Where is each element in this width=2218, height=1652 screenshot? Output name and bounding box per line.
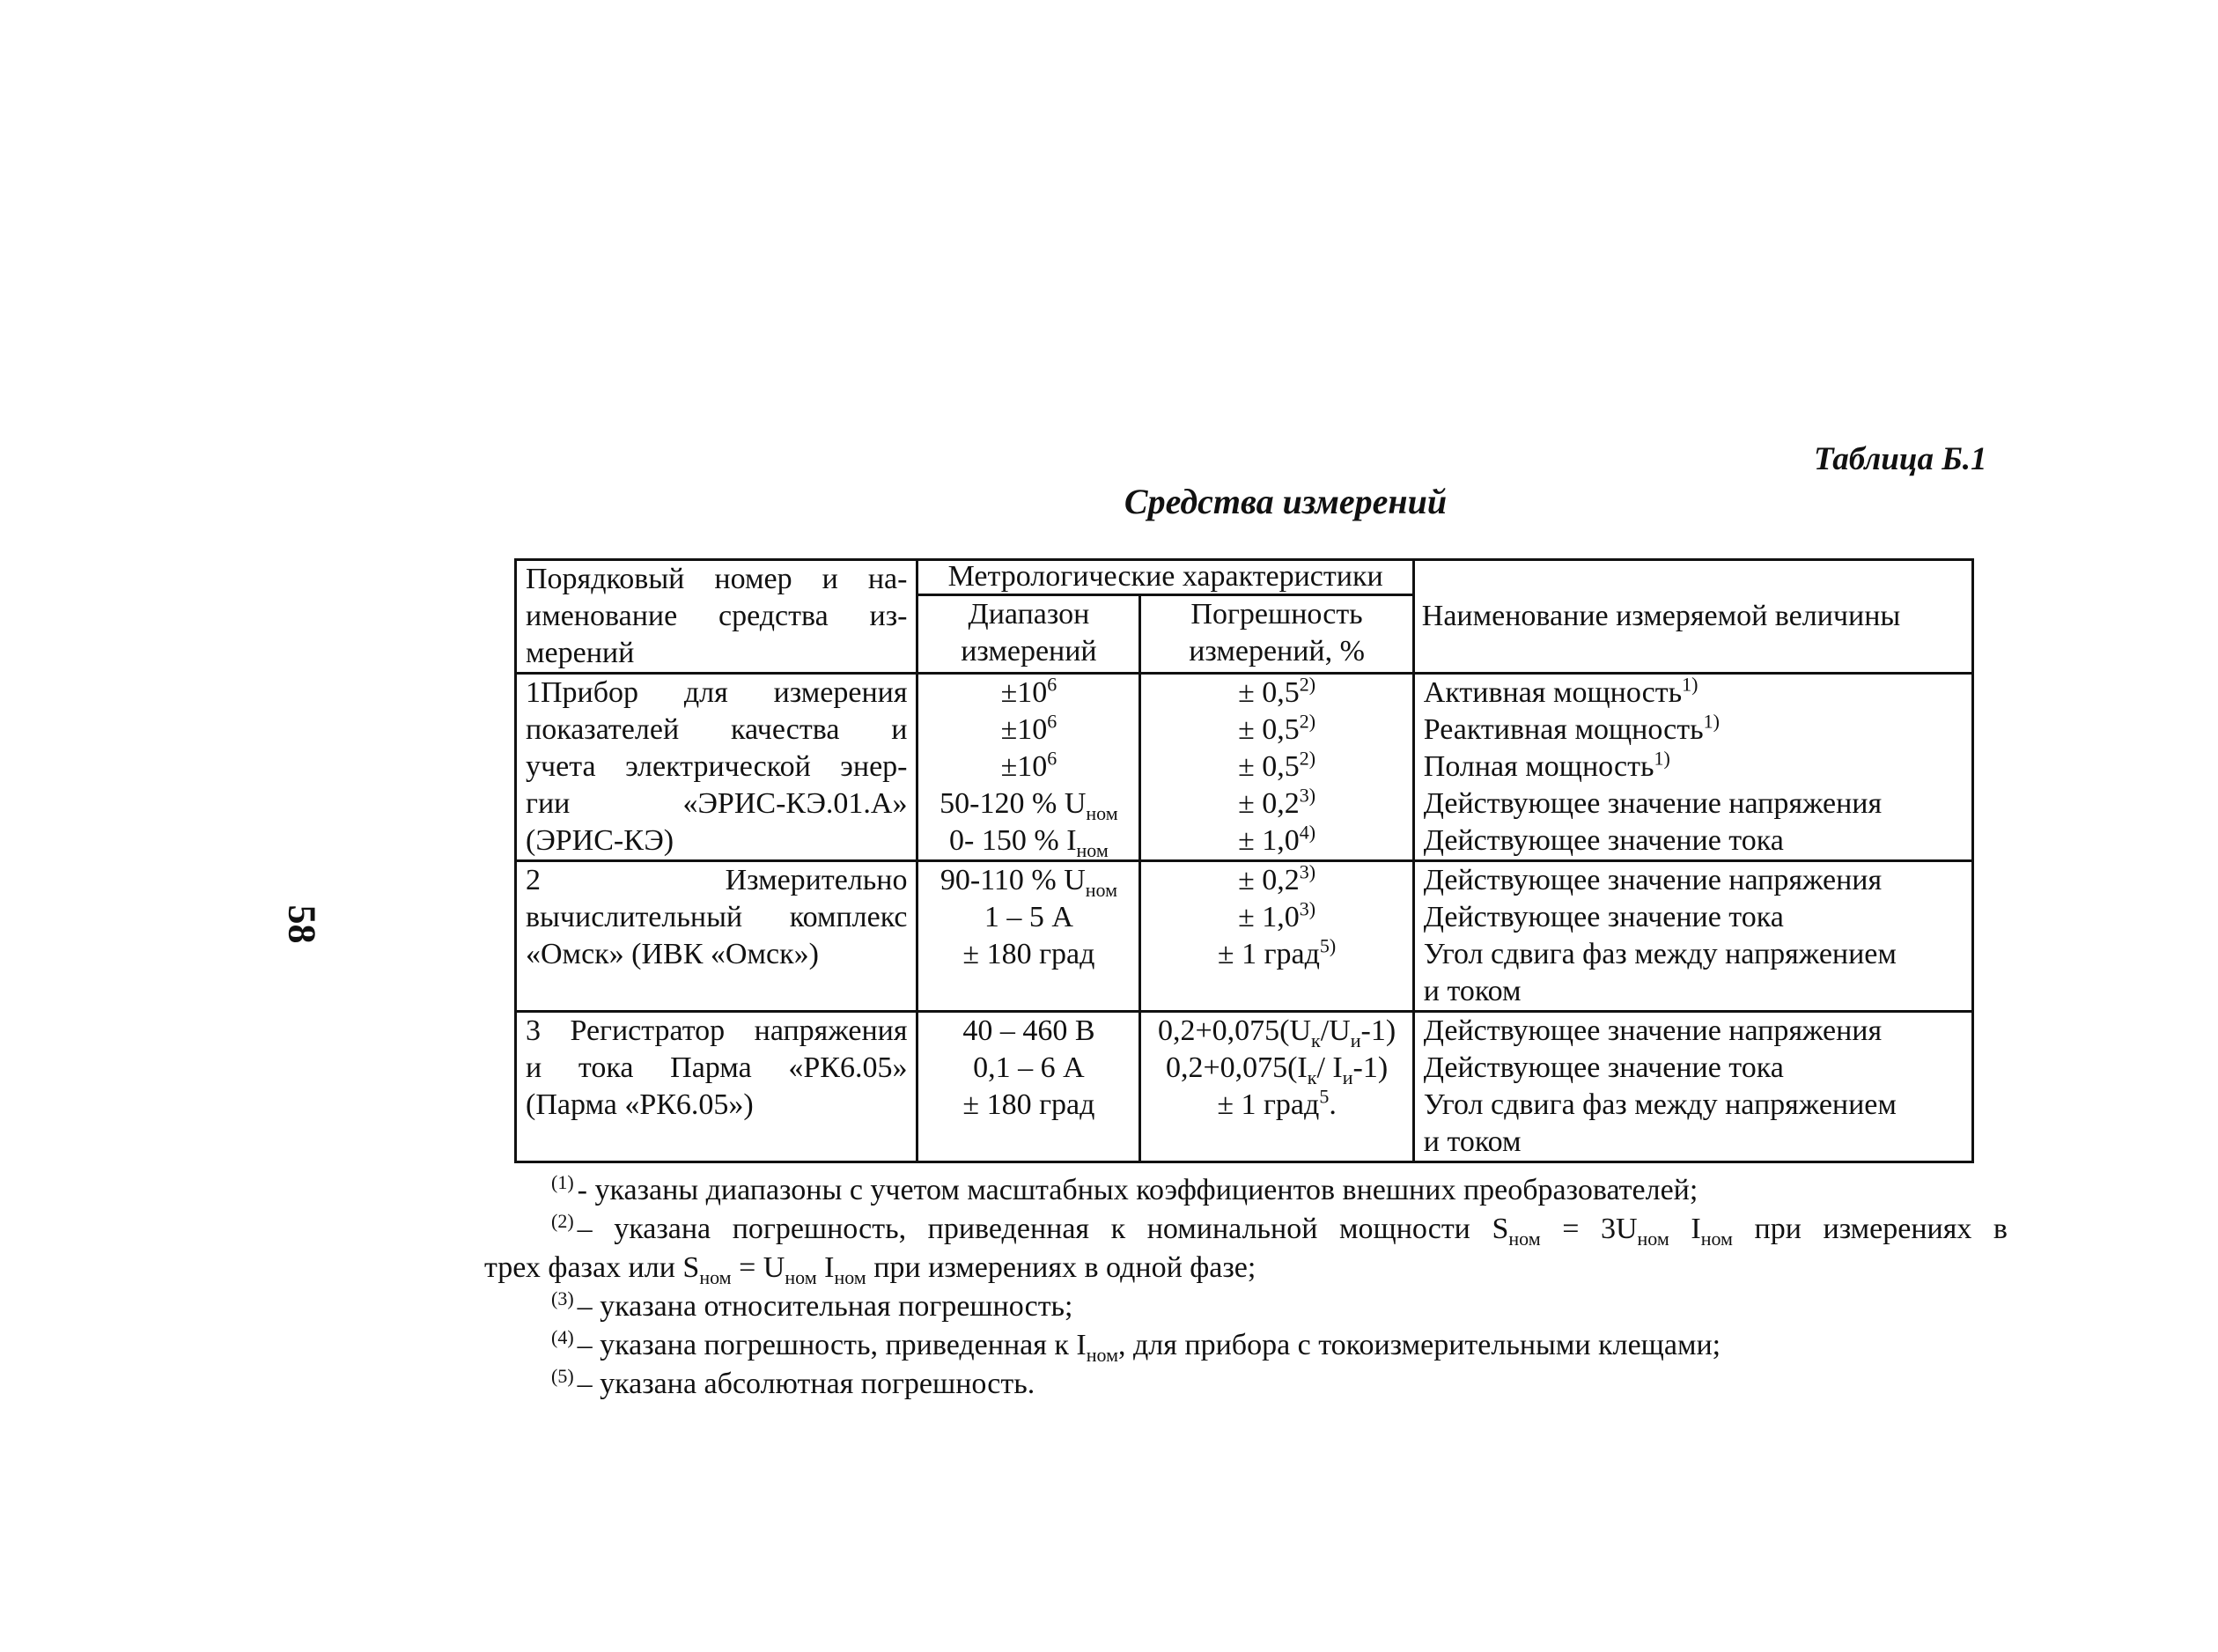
table-row	[516, 674, 1973, 861]
quantity-cell: Действующее значение напряжения Действующее значение тока Угол сдвига фаз между напряжением и током	[1413, 1012, 1972, 1162]
table-row	[516, 861, 1973, 1012]
instrument-name-cell: 3 Регистратор напряжения и тока Парма «РК6.05» (Парма «РК6.05»)	[516, 1012, 917, 1162]
table-header-row	[516, 560, 1973, 595]
footnote-1: $^{(1)}$ - указаны диапазоны с учетом масштабных коэффициентов внешних преобразователей;	[551, 1170, 1699, 1206]
footnote-4: $^{(4)}$ – указана погрешность, приведенная к $I_{ном}$, для прибора с токоизмерительными клещами;	[551, 1325, 1721, 1366]
range-cell: $\pm 10^6$ $\pm 10^6$ $\pm 10^6$ 50-120 % $U_{ном}$ 0- 150 % $I_{ном}$	[917, 674, 1140, 861]
header-instrument-name: Порядковый номер и на- именование средства из- мерений	[516, 560, 917, 674]
table-label: Таблица Б.1	[1814, 441, 1987, 477]
footnote-3: $^{(3)}$ – указана относительная погрешность;	[551, 1287, 1073, 1323]
footnotes	[484, 1171, 2008, 1404]
error-cell: ± $0,2^{3)}$ ± $1,0^{3)}$ ± 1 град$^{5)}$	[1140, 861, 1413, 1012]
header-quantity-name: Наименование измеряемой величины	[1413, 560, 1972, 674]
footnote-5: $^{(5)}$ – указана абсолютная погрешность.	[551, 1364, 1035, 1400]
quantity-cell: Действующее значение напряжения Действующее значение тока Угол сдвига фаз между напряжением и током	[1413, 861, 1972, 1012]
header-metrology-group: Метрологические характеристики	[917, 560, 1413, 595]
footnote-2-continuation: трех фазах или $S_{ном} = U_{ном}$ $I_{ном}$ при измерениях в одной фазе;	[484, 1251, 1256, 1288]
footnote-2: $^{(2)}$ – указана погрешность, приведенная к номинальной мощности $S_{ном} = 3U_{ном}$ $I_{ном}$ при измерениях в	[551, 1209, 2008, 1250]
measurement-instruments-table	[514, 558, 1974, 1163]
instrument-name-cell: 2 Измерительно вычислительный комплекс «Омск» (ИВК «Омск»)	[516, 861, 917, 1012]
error-cell: $0,2+0,075(U_к/U_и-1)$ $0,2+0,075(I_к/$ $I_и-1$) ± 1 град$^5$.	[1140, 1012, 1413, 1162]
table-row	[516, 1012, 1973, 1162]
page-number: 58	[280, 904, 324, 944]
header-error: Погрешность измерений, %	[1140, 594, 1413, 673]
range-cell: 40 – 460 В 0,1 – 6 А ± 180 град	[917, 1012, 1140, 1162]
error-cell: ± $0,5^{2)}$ ± $0,5^{2)}$ ± $0,5^{2)}$ ± $0,2^{3)}$ ± $1,0^{4)}$	[1140, 674, 1413, 861]
range-cell: 90-110 % $U_{ном}$ 1 – 5 А ± 180 град	[917, 861, 1140, 1012]
quantity-cell: Активная мощность$^{1)}$ Реактивная мощность$^{1)}$ Полная мощность$^{1)}$ Действующее значение напряжения Действующее значение тока	[1413, 674, 1972, 861]
header-range: Диапазон измерений	[917, 594, 1140, 673]
table-title: Средства измерений	[1124, 482, 1448, 521]
instrument-name-cell: 1Прибор для измерения показателей качества и учета электрической энер- гии «ЭРИС-КЭ.01.А» (ЭРИС-КЭ)	[516, 674, 917, 861]
